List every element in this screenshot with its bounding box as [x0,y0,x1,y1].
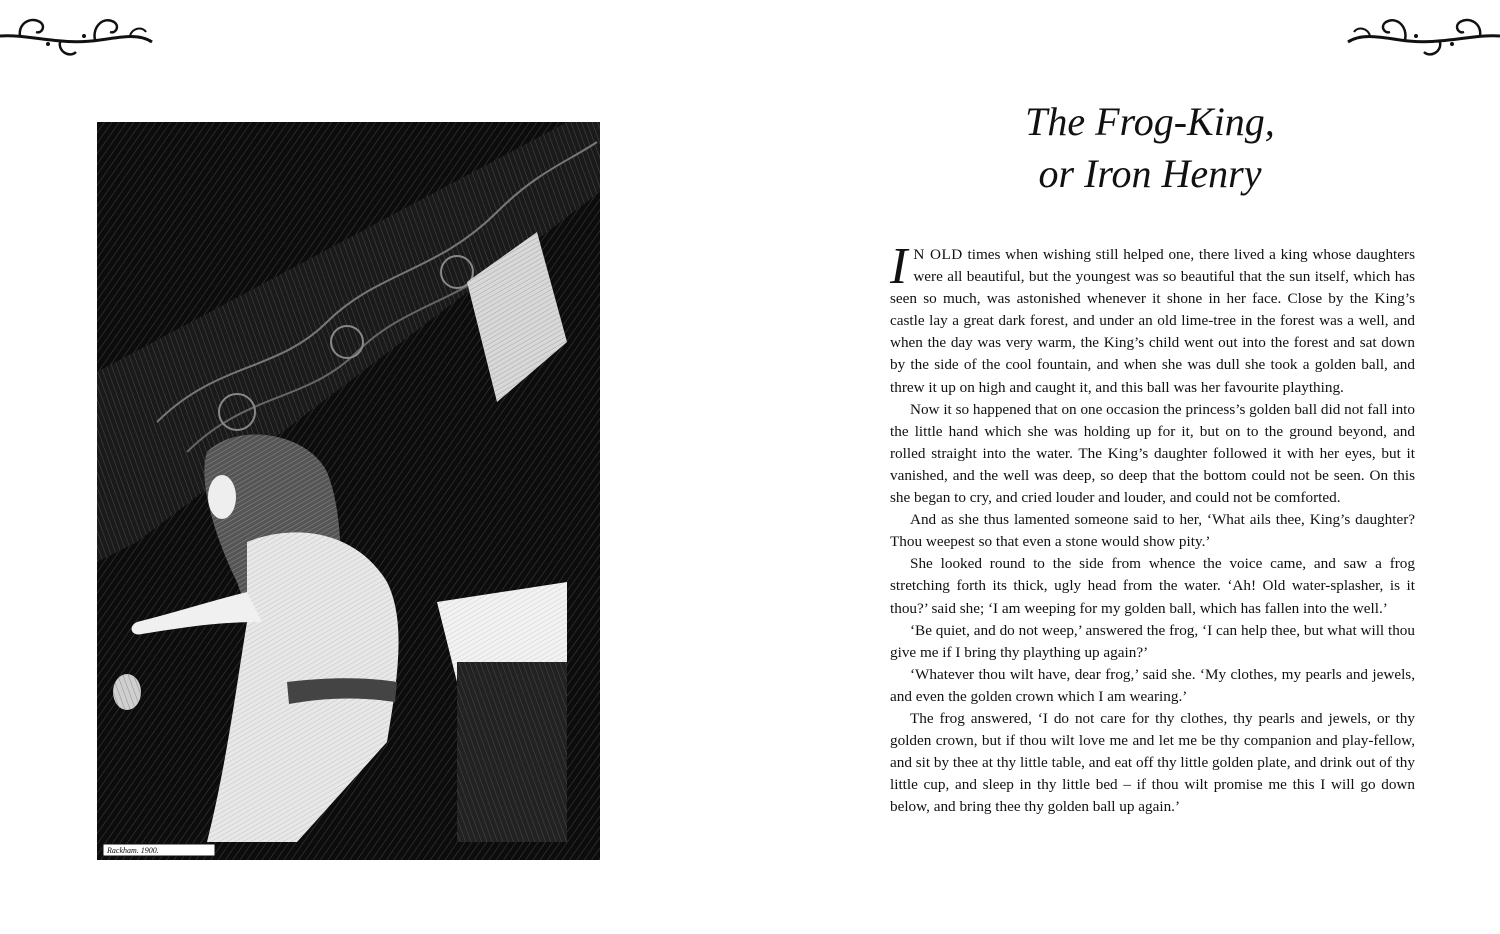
paragraph-5: ‘Be quiet, and do not weep,’ answered the frog, ‘I can help thee, but what will thou give me if I bring thy plaything up again?’ [890,621,1415,661]
paragraph-2: Now it so happened that on one occasion the princess’s golden ball did not fall into the little hand which she was holding up for it, but on to the ground beyond, and rolled straight into the water. The King’s daughter followed it with her eyes, but it vanished, and the well was deep, so deep that the bottom could not be seen. On this she began to cry, and cried louder and louder, and could not be comforted. [890,400,1415,507]
illustration-princess-at-well [97,122,600,860]
story-body [890,238,1415,818]
paragraph-1-text: times when wishing still helped one, there lived a king whose daughters were all beautiful, but the youngest was so beautiful that the sun itself, which has seen so much, was astonished whenever it shone in her face. Close by the King’s castle lay a great dark forest, and under an old lime-tree in the forest was a well, and when the day was very warm, the King’s child went out into the forest and sat down by the side of the cool fountain, and when she was dull she took a golden ball, and threw it up on high and caught it, and this ball was her favourite plaything. [890,246,1415,396]
opening-words: N OLD [913,246,963,263]
story-title [840,96,1460,200]
paragraph-4: She looked round to the side from whence the voice came, and saw a frog stretching forth its thick, ugly head from the water. ‘Ah! Old water-splasher, is it thou?’ said she; ‘I am weeping for my golden ball, which has fallen into the well.’ [890,555,1415,617]
drop-cap: I [890,238,908,295]
paragraph-6: ‘Whatever thou wilt have, dear frog,’ said she. ‘My clothes, my pearls and jewels, and even the golden crown which I am wearing.’ [890,665,1415,705]
story-title-line-1: The Frog-King, [1025,99,1275,144]
story-title-line-2: or Iron Henry [1038,151,1262,196]
illustration-signature: Rackham. 1900. [107,846,159,855]
paragraph-3: And as she thus lamented someone said to her, ‘What ails thee, King’s daughter? Thou weepest so that even a stone would show pity.’ [890,511,1415,551]
paragraph-1 [890,238,1415,399]
illustration-artwork [97,122,600,860]
paragraph-7: The frog answered, ‘I do not care for thy clothes, thy pearls and jewels, or thy golden crown, but if thou wilt love me and let me be thy companion and play-fellow, and sit by thee at thy little table, and eat off thy little golden plate, and drink out of thy little cup, and sleep in thy little bed – if thou wilt promise me this I will go down below, and bring thee thy golden ball up again.’ [890,709,1415,816]
